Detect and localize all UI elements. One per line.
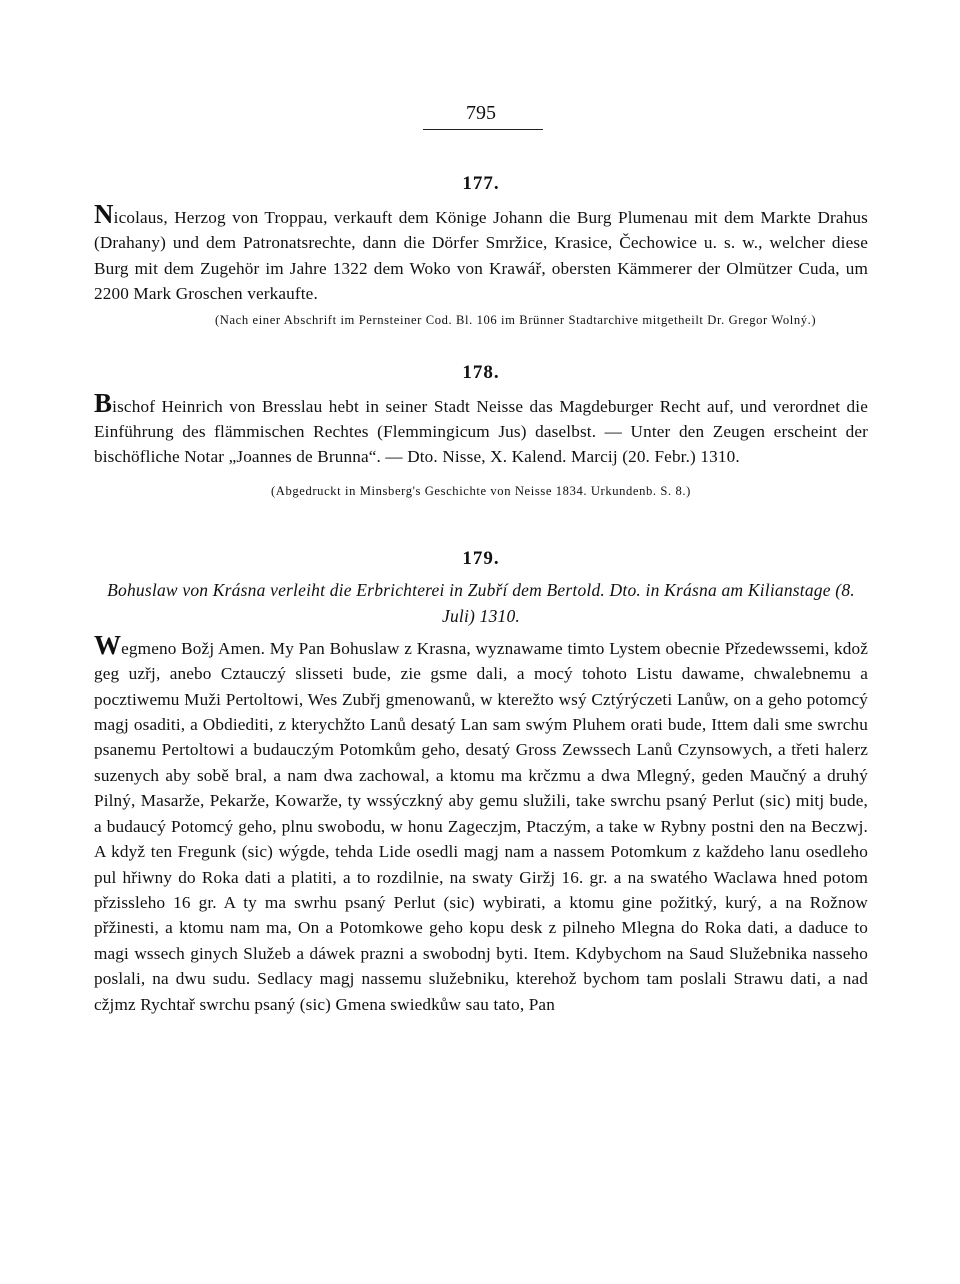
source-note: (Nach einer Abschrift im Pernsteiner Cod. Bl. 106 im Brünner Stadtarchive mitgetheilt Dr. Gregor Wolný.) xyxy=(215,312,817,327)
page-number: 795 xyxy=(466,102,496,124)
drop-initial: W xyxy=(94,629,122,660)
section-177 xyxy=(94,170,868,332)
section-title: Bohuslaw von Krásna verleiht die Erbrichterei in Zubří dem Bertold. Dto. in Krásna am Kilianstage (8. Juli) 1310. xyxy=(107,579,855,626)
section-body: ischof Heinrich von Bresslau hebt in seiner Stadt Neisse das Magdeburger Recht auf, und verordnet die Einführung des flämmischen Rechtes (Flemmingicum Jus) daselbst. — Unter den Zeugen erscheint der bischöfliche Notar „Joannes de Brunna“. — Dto. Nisse, X. Kalend. Marcij (20. Febr.) 1310. xyxy=(94,396,868,467)
section-text xyxy=(94,199,868,307)
section-number: 178. xyxy=(462,361,500,383)
page-number-rule xyxy=(423,129,543,130)
section-179 xyxy=(94,545,868,1017)
section-text xyxy=(94,387,868,470)
section-body: icolaus, Herzog von Troppau, verkauft dem Könige Johann die Burg Plumenau mit dem Markte Drahus (Drahany) und dem Patronatsrechte, dann die Dörfer Smržice, Krasice, Čechowice u. s. w., welcher diese Burg mit dem Zugehör im Jahre 1322 dem Woko von Krawář, obersten Kämmerer der Olmützer Cuda, um 2200 Mark Groschen verkaufte. xyxy=(94,208,868,304)
document-page xyxy=(94,100,868,1017)
section-body: egmeno Božj Amen. My Pan Bohuslaw z Krasna, wyznawame timto Lystem obecnie Přzedewssemi, kdož geg uzřj, anebo Cztauczý slisseti bude, zie gsme dali, a mocý tohoto Listu dawame, chwalebnemu a pocztiwemu Muži Pertoltowi, Wes Zubřj gmenowanů, w kterežto wsý Cztýrýczeti Lanůw, on a geho potomcý magj osaditi, a Obdiediti, z kterychžto Lanů desatý Lan sam swým Pluhem orati bude, Ittem dali sme swrchu psanemu Pertoltowi a budauczým Potomkům geho, desatý Gross Zewssech Lanů Czynsowych, a třeti halerz suzenych aby sobě bral, a nam dwa zachowal, a ktomu ma krčzmu a dwa Mlegný, geden Maučný a druhý Pilný, Masarže, Pekarže, Kowarže, ty wssýczkný aby gemu služili, take swrchu psaný Perlut (sic) mitj bude, a budaucý Potomcý geho, plnu swobodu, w honu Zageczjm, Ptaczým, a take w Rybny postni den na Beczwj. A když ten Fregunk (sic) wýgde, tehda Lide osedli magj nam a nassem Potomkum z každeho lanu osedleho pul hřiwny do Roka dati a platiti, a to rozdilnie, na swaty Giržj 16. gr. a na swatého Waclawa hned potom přzissleho 16 gr. A ty ma swrhu psaný Perlut (sic) wybirati, a ktomu gine požitký, kurý, a na Rožnow přžinesti, a ktomu nam ma, On a Potomkowe geho kopu desk z pilneho Mlegna do Roka dati, a daduce to magi wssech ginych Služeb a dáwek prazni a swobodnj byti. Item. Kdybychom na Saud Služebnika nasseho poslali, na dwu sudu. Sedlacy magj nassemu služebniku, kterehož bychom tam poslali Strawu dati, a nad cžjmz Rychtař swrchu psaný (sic) Gmena swiedkůw sau tato, Pan xyxy=(94,638,868,1014)
section-number: 177. xyxy=(462,173,500,194)
section-178 xyxy=(94,359,868,503)
source-note: (Abgedruckt in Minsberg's Geschichte von Neisse 1834. Urkundenb. S. 8.) xyxy=(271,483,691,498)
drop-initial: N xyxy=(94,199,114,229)
section-text xyxy=(94,629,868,1017)
section-number: 179. xyxy=(462,547,500,569)
drop-initial: B xyxy=(94,387,113,418)
